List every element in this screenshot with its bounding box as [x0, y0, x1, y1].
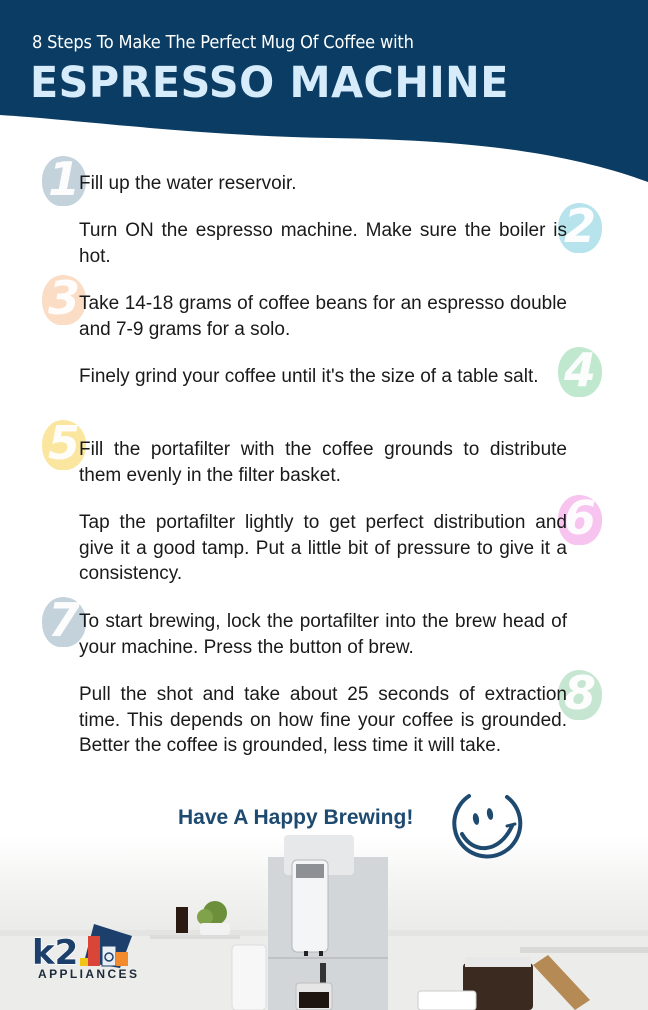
logo-tagline: APPLIANCES [38, 967, 140, 981]
step-2-text: Turn ON the espresso machine. Make sure the boiler is hot. [79, 220, 567, 267]
logo-mark-icon [32, 922, 132, 968]
step-5-text: Fill the portafilter with the coffee grounds to distribute them evenly in the filter basket. [79, 439, 567, 486]
step-3-badge-icon: 3 [42, 275, 86, 325]
step-7-badge-icon: 7 [42, 597, 86, 647]
step-1-text: Fill up the water reservoir. [79, 173, 297, 194]
k2-appliances-logo [32, 922, 140, 984]
step-8-text: Pull the shot and take about 25 seconds of extraction time. This depends on how fine your coffee is grounded. Better the coffee is grounded, less time it will take. [79, 684, 567, 756]
header-subtitle: 8 Steps To Make The Perfect Mug Of Coffee with [32, 33, 414, 53]
closing-message: Have A Happy Brewing! [178, 806, 414, 829]
step-4-badge-icon: 4 [558, 347, 602, 397]
header-banner [0, 0, 648, 200]
step-8-badge-icon: 8 [558, 670, 602, 720]
step-3-text: Take 14-18 grams of coffee beans for an espresso double and 7-9 grams for a solo. [79, 293, 567, 340]
header-title: ESPRESSO MACHINE [30, 58, 509, 108]
step-5-badge-icon: 5 [42, 420, 86, 470]
step-6-text: Tap the portafilter lightly to get perfect distribution and give it a good tamp. Put a little bit of pressure to give it a consistency. [79, 512, 567, 584]
step-4-text: Finely grind your coffee until it's the size of a table salt. [79, 366, 539, 387]
smiley-icon [449, 788, 525, 864]
step-6-badge-icon: 6 [558, 495, 602, 545]
svg-text:k2: k2 [32, 933, 79, 968]
step-7-text: To start brewing, lock the portafilter into the brew head of your machine. Press the button of brew. [79, 611, 567, 658]
step-1-badge-icon: 1 [42, 156, 86, 206]
step-2-badge-icon: 2 [558, 203, 602, 253]
